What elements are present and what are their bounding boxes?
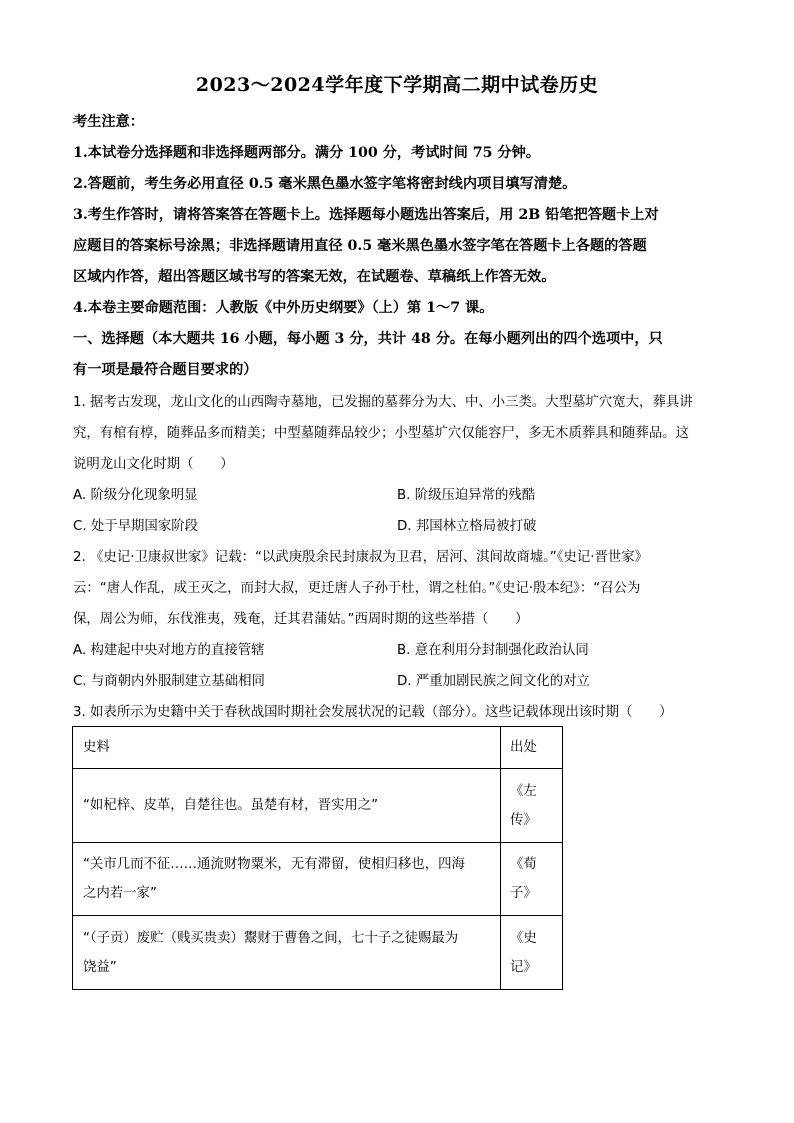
q1-stem-line-3: 说明龙山文化时期（ ） (73, 457, 234, 472)
notice-item-1: 1.本试卷分选择题和非选择题两部分。满分 100 分，考试时间 75 分钟。 (73, 145, 540, 161)
table-cell-text (73, 843, 501, 916)
notice-item-2: 2.答题前，考生务必用直径 0.5 毫米黑色墨水签字笔将密封线内项目填写清楚。 (73, 176, 577, 192)
notice-item-4: 4.本卷主要命题范围：人教版《中外历史纲要》（上）第 1～7 课。 (73, 300, 494, 316)
q2-stem-line-1: 2. 《史记·卫康叔世家》记载：“以武庚殷余民封康叔为卫君，居河、淇间故商墟。”《史记·晋世家》 (73, 550, 649, 565)
cell-line: 子》 (510, 886, 537, 901)
table-row (73, 916, 563, 990)
section-heading-cont: 有一项是最符合题目要求的） (73, 362, 258, 378)
cell-line: 之内若一家” (83, 886, 157, 901)
q1-stem-line-2: 究，有棺有椁，随葬品多而精美；中型墓随葬品较少；小型墓圹穴仅能容尸，多无木质葬具和随葬品。这 (73, 426, 689, 441)
notice-item-3: 3.考生作答时，请将答案答在答题卡上。选择题每小题选出答案后，用 2B 铅笔把答题卡上对 (73, 207, 659, 223)
q2-option-a[interactable]: A. 构建起中央对地方的直接管辖 (73, 643, 265, 658)
cell-line: “关市几而不征……通流财物粟米，无有滞留，使相归移也，四海 (83, 857, 465, 872)
table-cell-source (501, 916, 563, 990)
cell-line: 《左 (510, 783, 537, 799)
section-heading: 一、选择题（本大题共 16 小题，每小题 3 分，共计 48 分。在每小题列出的四个选项中，只 (73, 331, 663, 347)
q2-option-b[interactable]: B. 意在利用分封制强化政治认同 (397, 643, 589, 658)
q1-option-d[interactable]: D. 邦国林立格局被打破 (397, 519, 537, 534)
table-cell-text (73, 769, 501, 843)
cell-line: 传》 (510, 812, 537, 828)
table-cell-source (501, 769, 563, 843)
cell-line: “如杞梓、皮革，自楚往也。虽楚有材，晋实用之” (83, 798, 379, 813)
notice-heading: 考生注意： (73, 114, 144, 130)
q2-stem-line-2: 云：“唐人作乱，成王灭之，而封大叔，更迁唐人子孙于杜，谓之杜伯。”《史记·殷本纪》：“召公为 (73, 581, 641, 596)
q3-source-table (72, 726, 563, 990)
table-header-source: 出处 (501, 727, 563, 769)
q1-option-b[interactable]: B. 阶级压迫异常的残酷 (397, 488, 536, 503)
cell-line: 饶益” (83, 959, 117, 975)
cell-line: 《史 (510, 930, 537, 946)
cell-line: 《荀 (510, 857, 537, 872)
cell-line: 记》 (510, 959, 537, 975)
q1-option-a[interactable]: A. 阶级分化现象明显 (73, 488, 198, 503)
table-header-text: 史料 (73, 727, 501, 769)
q3-stem: 3. 如表所示为史籍中关于春秋战国时期社会发展状况的记载（部分）。这些记载体现出该时期（ ） (73, 705, 673, 720)
notice-item-3-cont: 应题目的答案标号涂黑；非选择题请用直径 0.5 毫米黑色墨水签字笔在答题卡上各题的答题 (73, 238, 647, 254)
table-cell-text (73, 916, 501, 990)
q2-stem-line-3: 保，周公为师，东伐淮夷，残奄，迁其君蒲姑。”西周时期的这些举措（ ） (73, 612, 529, 627)
table-row (73, 843, 563, 916)
q1-stem-line-1: 1. 据考古发现，龙山文化的山西陶寺墓地，已发掘的墓葬分为大、中、小三类。大型墓圹穴宽大，葬具讲 (73, 395, 693, 410)
exam-title: 2023～2024学年度下学期高二期中试卷历史 (195, 74, 599, 96)
cell-line: “（子贡）废贮（贱买贵卖）鬻财于曹鲁之间，七十子之徒赐最为 (83, 930, 459, 946)
table-row (73, 769, 563, 843)
table-cell-source (501, 843, 563, 916)
table-header-row (73, 727, 563, 769)
q2-option-d[interactable]: D. 严重加剧民族之间文化的对立 (397, 674, 590, 689)
q1-option-c[interactable]: C. 处于早期国家阶段 (73, 519, 198, 534)
q2-option-c[interactable]: C. 与商朝内外服制建立基础相同 (73, 674, 265, 689)
notice-item-3-cont2: 区域内作答，超出答题区域书写的答案无效，在试题卷、草稿纸上作答无效。 (73, 269, 556, 285)
